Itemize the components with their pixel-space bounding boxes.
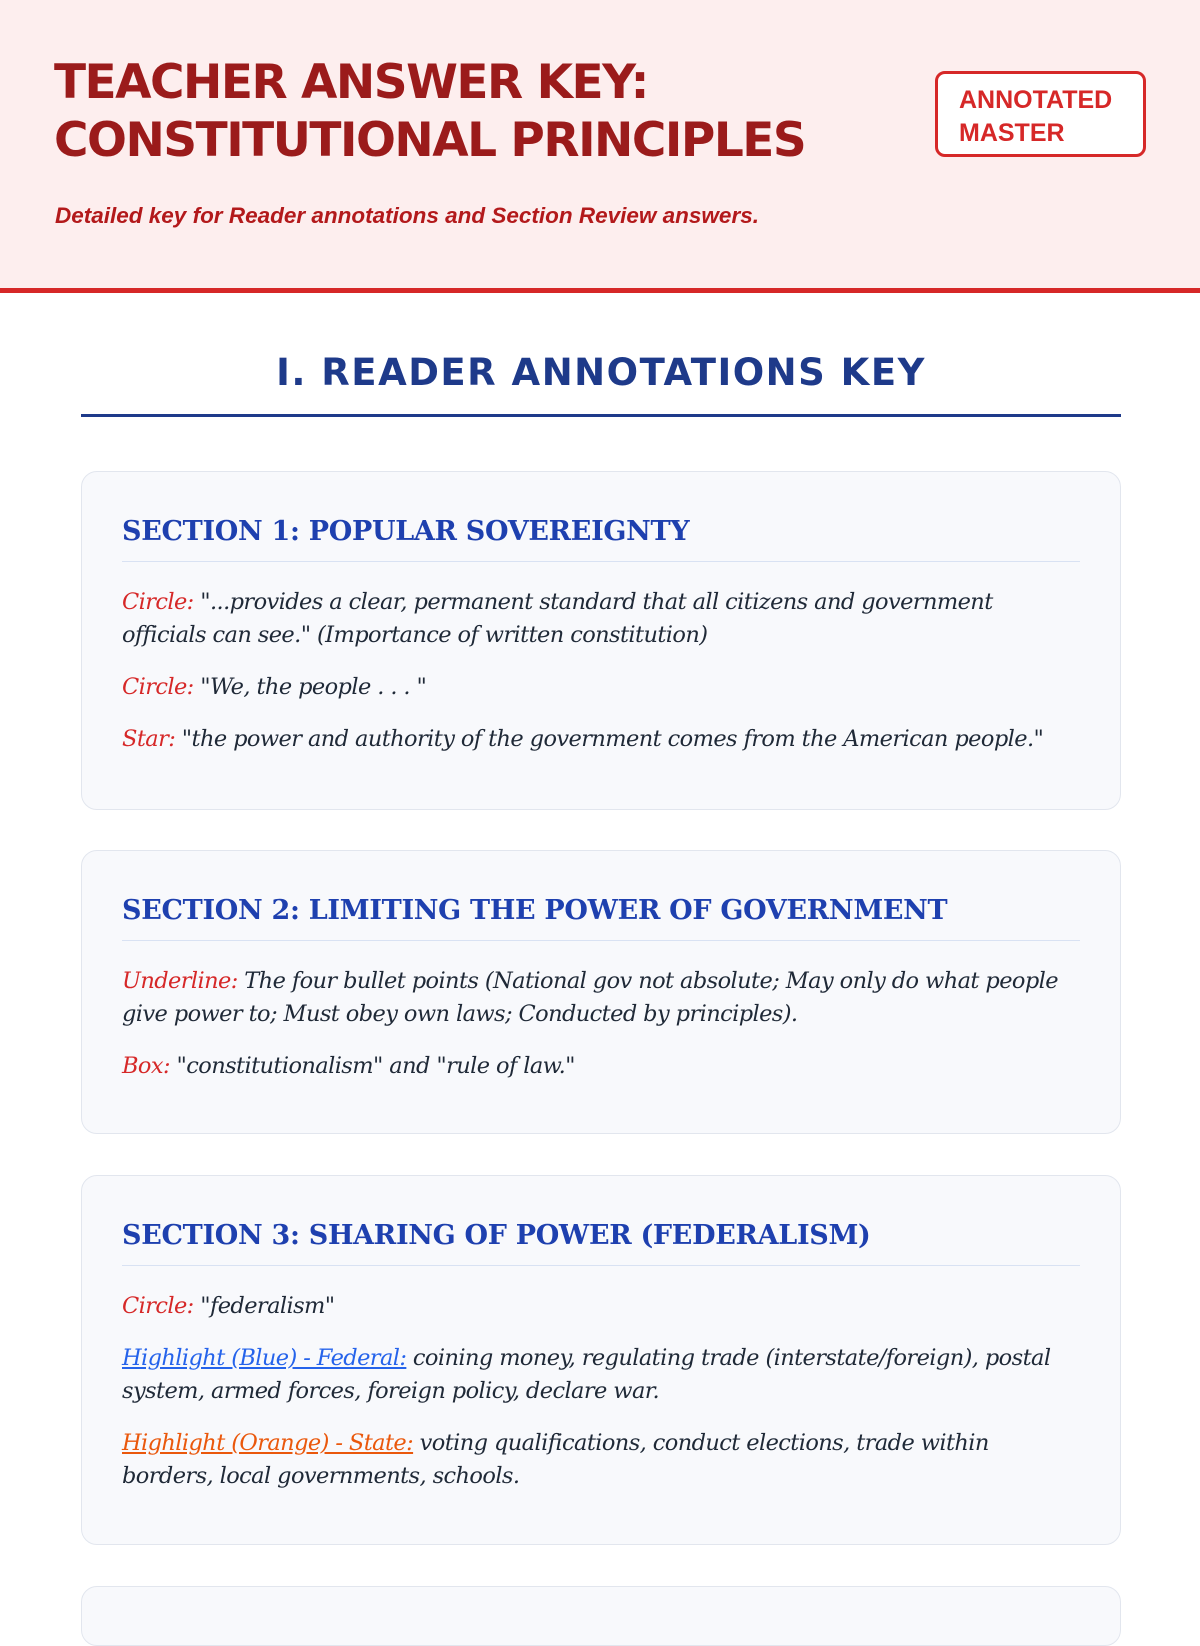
annotation-text: "constitutionalism" and "rule of law.": [169, 1053, 575, 1079]
annotation-text: The four bullet points (National gov not absolute; May only do what people give power to; Must obey own laws; Conducted by principles).: [122, 968, 1058, 1027]
section-3-card: [81, 1175, 1121, 1545]
annotated-master-badge: [935, 71, 1146, 157]
section-1-title: SECTION 1: POPULAR SOVEREIGNTY: [122, 472, 1080, 562]
highlight-orange-label: Highlight (Orange) - State:: [122, 1430, 414, 1456]
badge-line-1: ANNOTATED: [959, 86, 1113, 114]
annotation-text: "...provides a clear, permanent standard that all citizens and government officials can see." (Importance of written constitution): [122, 589, 993, 648]
annotation-label: Star:: [122, 726, 176, 752]
page-title-line-2: CONSTITUTIONAL PRINCIPLES: [54, 113, 806, 168]
page-title: [54, 54, 874, 170]
page-subtitle: Detailed key for Reader annotations and Section Review answers.: [55, 203, 759, 228]
section-2-item-1: [122, 965, 1080, 1031]
annotation-label: Circle:: [122, 589, 194, 615]
annotation-text: "the power and authority of the government comes from the American people.": [175, 726, 1044, 752]
annotation-label: Box:: [122, 1053, 170, 1079]
annotation-label: Circle:: [122, 1293, 194, 1319]
annotation-label: Circle:: [122, 674, 194, 700]
section-4-card-partial: [81, 1586, 1121, 1646]
section-2-card: [81, 850, 1121, 1134]
section-3-item-1: [122, 1290, 1080, 1323]
annotation-text: voting qualifications, conduct elections, trade within borders, local governments, schools.: [122, 1430, 989, 1489]
badge-line-2: MASTER: [959, 119, 1065, 147]
annotation-text: "federalism": [193, 1293, 335, 1319]
section-3-title: SECTION 3: SHARING OF POWER (FEDERALISM): [122, 1176, 1080, 1266]
reader-annotations-heading: I. READER ANNOTATIONS KEY: [81, 345, 1121, 417]
section-3-item-2: [122, 1342, 1080, 1408]
section-2-title: SECTION 2: LIMITING THE POWER OF GOVERNMENT: [122, 851, 1080, 941]
highlight-blue-label: Highlight (Blue) - Federal:: [122, 1345, 407, 1371]
annotation-text: coining money, regulating trade (interstate/foreign), postal system, armed forces, foreign policy, declare war.: [122, 1345, 1051, 1404]
section-3-item-3: [122, 1427, 1080, 1493]
page-title-line-1: TEACHER ANSWER KEY:: [54, 55, 648, 110]
section-1-item-3: [122, 723, 1080, 756]
page-header: [0, 0, 1200, 293]
annotation-text: "We, the people . . . ": [193, 674, 427, 700]
section-1-item-1: [122, 586, 1080, 652]
section-2-item-2: [122, 1050, 1080, 1083]
annotation-label: Underline:: [122, 968, 238, 994]
section-1-item-2: [122, 671, 1080, 704]
section-1-card: [81, 471, 1121, 810]
